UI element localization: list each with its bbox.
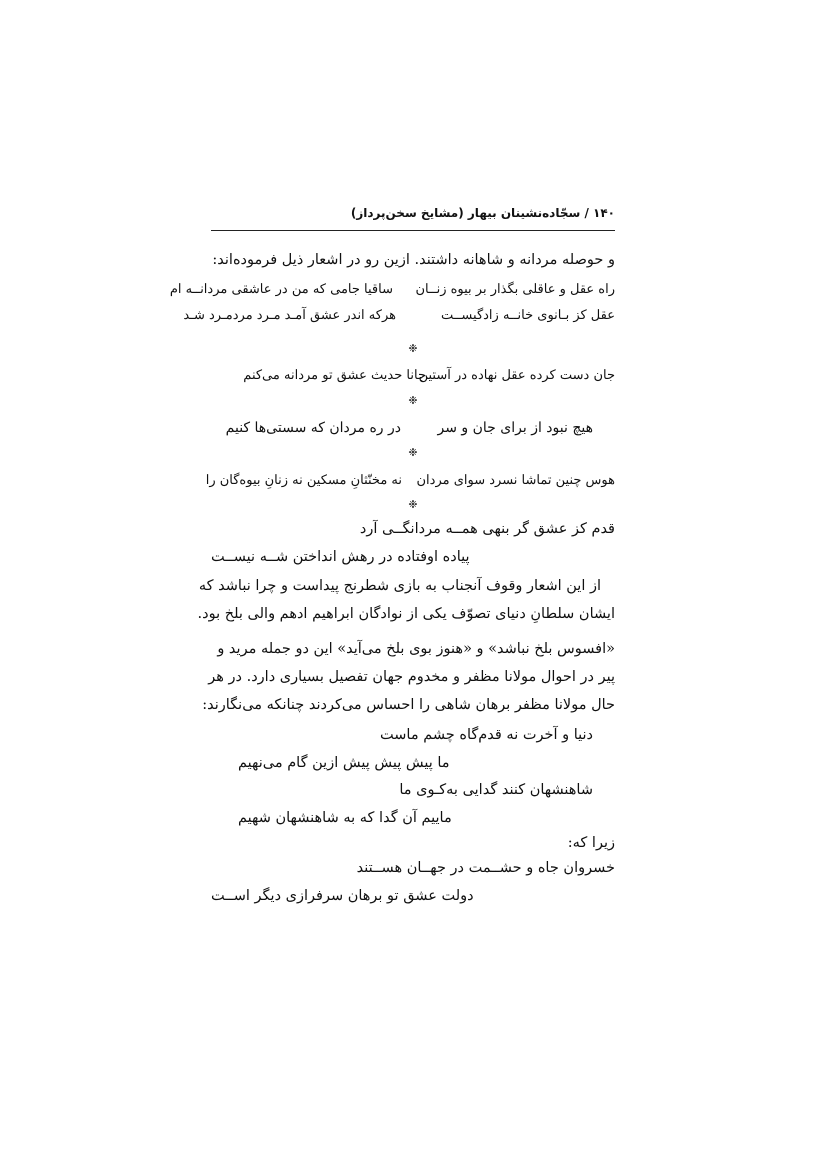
couplet2-right: جان دست کرده عقل نهاده در آستین — [418, 368, 615, 383]
verse5-line-b: پیاده اوفتاده در رهش انداختن شــه نیســت — [211, 549, 470, 565]
couplet3-right: هیچ نبود از برای جان و سر — [437, 420, 593, 436]
verse6-line-c: شاهنشهان کنند گدایی به‌کـوی ما — [399, 782, 593, 798]
couplet4-right: هوس چنین تماشا نسرد سوای مردان — [416, 473, 615, 488]
verse5-line-a: قدم کز عشق گر بنهی همــه مردانگــی آرد — [359, 521, 615, 537]
couplet1-left-b: هرکه اندر عشق آمـد مـرد مردمـرد شـد — [183, 308, 396, 323]
verse7-line-b: دولت عشق تو برهان سرفرازی دیگر اســت — [211, 888, 474, 904]
para2-line1: «افسوس بلخ نباشد» و «هنوز بوی بلخ می‌آید» این دو جمله مرید و — [217, 641, 615, 657]
para1-line1: از این اشعار وقوف آنجناب به بازی شطرنج پیداست و چرا نباشد که — [198, 578, 601, 594]
para2-line2: پیر در احوال مولانا مظفر و مخدوم جهان تفصیل بسیاری دارد. در هر — [208, 669, 615, 685]
verse6-line-b: ما پیش پیش پیش ازین گام می‌نهیم — [238, 755, 450, 771]
zira-line: زیرا که: — [567, 835, 615, 851]
couplet4-left: نه مخنّثانِ مسکین نه زنانِ بیوه‌گان را — [205, 473, 402, 488]
couplet1-right-a: راه عقل و عاقلی بگذار بر بیوه زنــان — [415, 282, 615, 297]
intro-line: و حوصله مردانه و شاهانه داشتند. ازین رو در اشعار ذیل فرموده‌اند: — [212, 252, 615, 268]
header-rule — [211, 230, 615, 231]
separator-1: ❉ — [408, 342, 418, 355]
couplet3-left: در ره مردان که سستی‌ها کنیم — [225, 420, 401, 436]
para2-line3: حال مولانا مظفر برهان شاهی را احساس می‌کردند چنانکه می‌نگارند: — [202, 697, 615, 713]
separator-3: ❉ — [408, 446, 418, 459]
separator-2: ❉ — [408, 394, 418, 407]
para1-line2: ایشان سلطانِ دنیای تصوّف یکی از نوادگان ابراهیم ادهم والی بلخ بود. — [197, 606, 615, 622]
couplet2-left: جانا حدیث عشق تو مردانه می‌کنم — [243, 368, 426, 383]
couplet1-right-b: عقل کز بـانوی خانــه زادگیســت — [441, 308, 615, 323]
running-header: ۱۴۰ / سجّاده‌نشینان بیهار (مشایخ سخن‌پرداز) — [350, 206, 615, 220]
separator-4: ❉ — [408, 498, 418, 511]
couplet1-left-a: ساقیا جامی که من در عاشقی مردانــه ام — [169, 282, 393, 297]
verse7-line-a: خسروان جاه و حشــمت در جهــان هســتند — [356, 860, 615, 876]
verse6-line-a: دنیا و آخرت نه قدم‌گاه چشم ماست — [380, 727, 593, 743]
verse6-line-d: ماییم آن گدا که به شاهنشهان شهیم — [238, 810, 452, 826]
